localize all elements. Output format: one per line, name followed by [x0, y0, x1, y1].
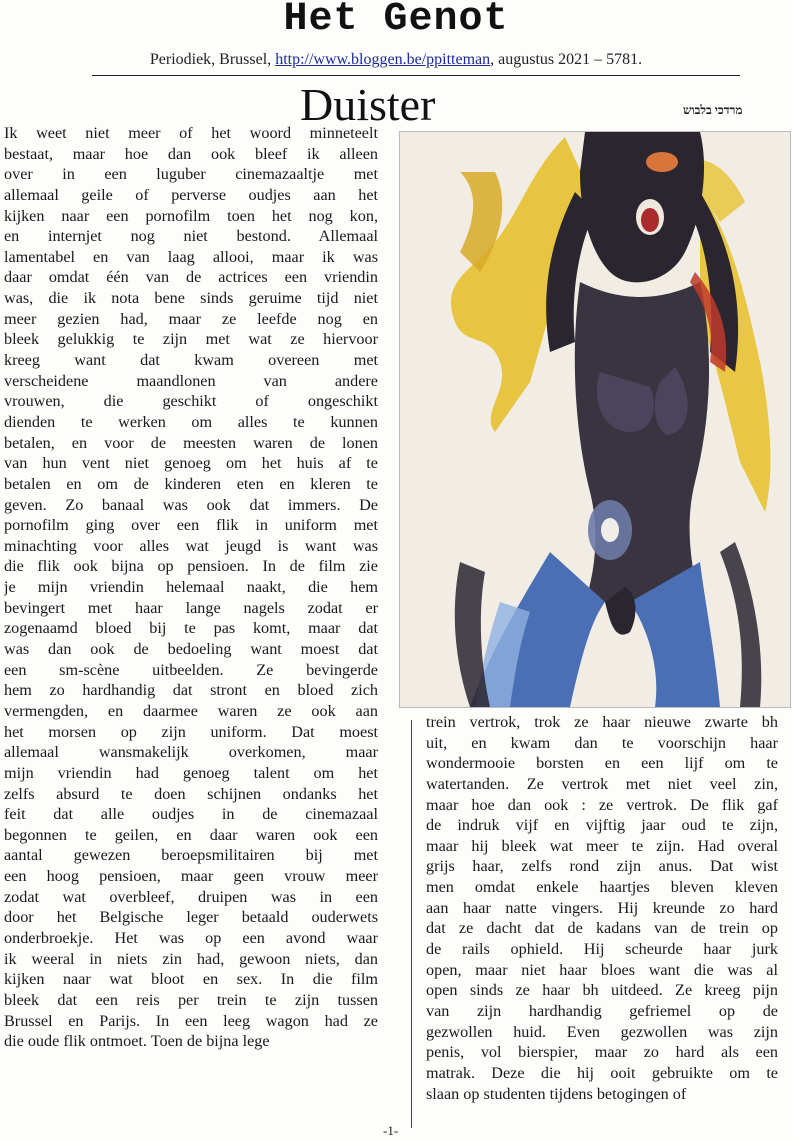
article-line: en internjet nog niet bestond. Allemaal	[4, 227, 378, 246]
article-line: minachting voor alles wat jeugd is want was	[4, 536, 378, 555]
author-name-hebrew: מרדכי בלבוש	[683, 103, 743, 117]
article-line: dienden te werken om alles te kunnen	[4, 412, 378, 431]
article-line: de indruk vijf en vijftig jaar oud te zijn,	[426, 816, 778, 835]
publication-info-prefix: Periodiek, Brussel,	[149, 51, 276, 68]
article-line: betalen, en voor de meesten waren de lonen	[4, 433, 378, 452]
article-line: vrouwen, die geschikt of ongeschikt	[4, 392, 378, 411]
article-line: was, die ik nota bene sinds geruime tijd niet	[4, 289, 378, 308]
article-line: watertanden. Ze vertrok met niet veel zin,	[426, 774, 778, 793]
article-line: die flik ook bijna op pensioen. In de film zie	[4, 557, 378, 576]
article-line: Ik weet niet meer of het woord minneteelt	[4, 124, 378, 142]
masthead-title: Het Genot	[283, 0, 509, 42]
article-line: bevingert met haar lange nagels zodat er	[4, 598, 378, 617]
article-line: je mijn vriendin helemaal naakt, die hem	[4, 578, 378, 597]
article-line: kijken naar een pornofilm toen het nog kon,	[4, 206, 378, 225]
article-line: allemaal wansmakelijk overkomen, maar	[4, 743, 378, 762]
header-rule	[92, 75, 740, 76]
article-line: de rails ophield. Hij scheurde haar jurk	[426, 940, 778, 959]
page-number: -1-	[383, 1123, 399, 1138]
article-line: vermengden, en daarmee waren ze ook aan	[4, 701, 378, 720]
publication-info	[0, 50, 792, 70]
article-line: allemaal geile of perverse oudjes aan het	[4, 185, 378, 204]
article-line: bleek gelukkig te zijn met wat ze hiervoor	[4, 330, 378, 349]
article-line: bleek dat een reis per trein te zijn tussen	[4, 990, 378, 1009]
article-line: kreeg want dat kwam overeen met	[4, 351, 378, 370]
article-line: zodat wat overbleef, druipen was in een	[4, 887, 378, 906]
article-line: een sm-scène uitbeelden. Ze bevingerde	[4, 660, 378, 679]
article-line: begonnen te geilen, en daar waren ook een	[4, 825, 378, 844]
article-title: Duister	[300, 79, 436, 130]
article-line: hem zo hardhandig dat stront en bloed zich	[4, 681, 378, 700]
painting-figure	[400, 132, 790, 707]
article-line: open, maar niet haar bloes want die was al	[426, 960, 778, 979]
article-line: grijs haar, zelfs rond zijn anus. Dat wist	[426, 857, 778, 876]
article-line: geven. Zo banaal was ook dat immers. De	[4, 495, 378, 514]
publication-info-suffix: , augustus 2021 – 5781.	[490, 51, 643, 68]
article-line: bestaat, maar hoe dan ook bleef ik alleen	[4, 144, 378, 163]
article-line: pornofilm ging over een flik in uniform met	[4, 516, 378, 535]
article-line: men omdat enkele haartjes bleven kleven	[426, 878, 778, 897]
article-line: gezwollen huid. Even gezwollen was zijn	[426, 1022, 778, 1041]
article-line: open sinds ze haar bh uitdeed. Ze kreeg pijn	[426, 981, 778, 1000]
blog-link[interactable]: http://www.bloggen.be/ppitteman	[275, 51, 491, 68]
article-line: die oude flik ontmoet. Toen de bijna lege	[4, 1032, 270, 1051]
article-line: penis, vol bierspier, maar zo hard als een	[426, 1043, 778, 1062]
article-line: matrak. Deze die hij ooit gebruikte om te	[426, 1063, 778, 1082]
column-divider	[411, 720, 412, 1128]
article-line: zogenaamd bloed bij te pas komt, maar dat	[4, 619, 378, 638]
article-line: onderbroekje. Het was op een avond waar	[4, 928, 378, 947]
article-line: een hoog pensioen, maar geen vrouw meer	[4, 867, 378, 886]
article-line: slaan op studenten tijdens betogingen of	[426, 1084, 687, 1103]
article-line: feit dat alle oudjes in de cinemazaal	[4, 805, 378, 824]
article-line: door het Belgische leger betaald ouderwets	[4, 908, 378, 927]
article-line: lamentabel en van laag allooi, maar ik was	[4, 247, 378, 266]
article-line: dat ze dacht dat de kadans van de trein op	[426, 919, 778, 938]
article-column-right	[426, 712, 778, 1104]
article-line: van zijn hardhandig gefriemel op de	[426, 1001, 778, 1020]
article-line: meer gezien had, maar ze leefde nog en	[4, 309, 378, 328]
article-line: ik weeral in niets zin had, gewoon niets, dan	[4, 949, 378, 968]
article-line: maar hij bleek wat meer te zijn. Had overal	[426, 836, 778, 855]
article-line: Brussel en Parijs. In een leeg wagon had ze	[4, 1011, 378, 1030]
article-line: van hun vent niet genoeg om het huis af te	[4, 454, 378, 473]
article-line: kijken naar wat bloot en sex. In die film	[4, 970, 378, 989]
article-line: verscheidene maandlonen van andere	[4, 371, 378, 390]
painting-illustration	[399, 131, 791, 708]
article-line: over in een luguber cinemazaaltje met	[4, 165, 378, 184]
article-line: zelfs absurd te doen schijnen ondanks het	[4, 784, 378, 803]
article-line: aantal gewezen beroepsmilitairen bij met	[4, 846, 378, 865]
article-line: trein vertrok, trok ze haar nieuwe zwarte bh	[426, 713, 778, 731]
article-line: betalen en om de kinderen eten en kleren te	[4, 474, 378, 493]
article-line: wondermooie borsten en een lijf om te	[426, 754, 778, 773]
article-line: uit, en kwam dan te voorschijn haar	[426, 733, 778, 752]
article-line: maar hoe dan ook : ze vertrok. De flik gaf	[426, 795, 778, 814]
article-line: het morsen op zijn uniform. Dat moest	[4, 722, 378, 741]
article-line: was dan ook de bedoeling want moest dat	[4, 640, 378, 659]
article-line: aan haar natte vingers. Hij kreunde zo hard	[426, 898, 778, 917]
article-column-left	[4, 123, 378, 1052]
article-line: daar omdat één van de actrices een vriendin	[4, 268, 378, 287]
article-line: mijn vriendin had genoeg talent om het	[4, 763, 378, 782]
